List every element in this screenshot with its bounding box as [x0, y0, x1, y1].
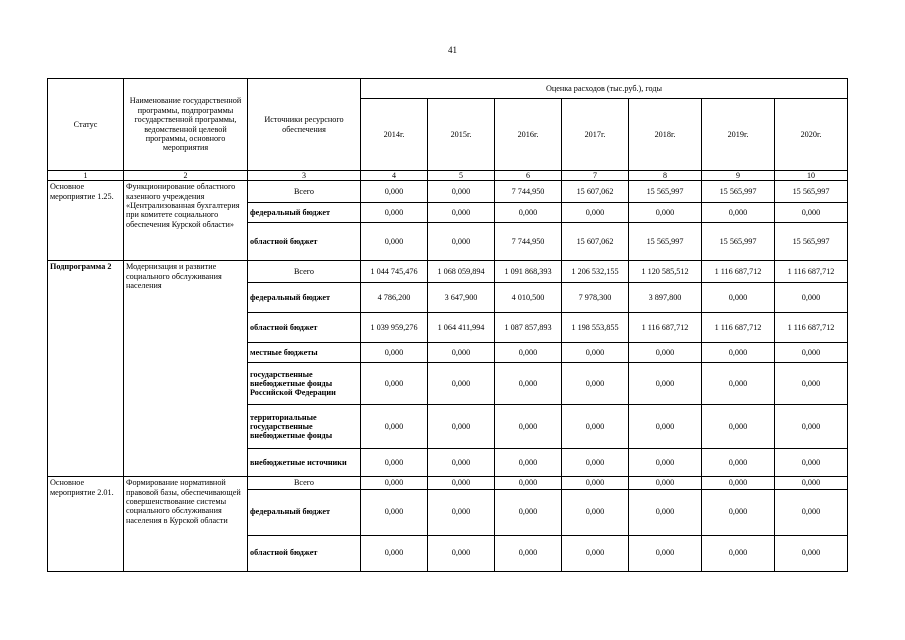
source-cell: областной бюджет [248, 223, 361, 261]
value-cell: 0,000 [495, 449, 562, 477]
value-cell: 0,000 [562, 203, 629, 223]
value-cell: 3 897,800 [629, 283, 702, 313]
value-cell: 0,000 [562, 363, 629, 405]
value-cell: 0,000 [629, 363, 702, 405]
year-header: 2017г. [562, 99, 629, 171]
column-index: 7 [562, 171, 629, 181]
value-cell: 0,000 [629, 477, 702, 489]
value-cell: 0,000 [361, 477, 428, 489]
source-cell: местные бюджеты [248, 343, 361, 363]
value-cell: 0,000 [629, 343, 702, 363]
value-cell: 1 039 959,276 [361, 313, 428, 343]
value-cell: 0,000 [702, 343, 775, 363]
value-cell: 1 087 857,893 [495, 313, 562, 343]
value-cell: 0,000 [775, 283, 848, 313]
value-cell: 0,000 [702, 405, 775, 449]
value-cell: 3 647,900 [428, 283, 495, 313]
table-row [48, 181, 848, 203]
value-cell: 0,000 [702, 203, 775, 223]
value-cell: 1 198 553,855 [562, 313, 629, 343]
source-cell: внебюджетные источники [248, 449, 361, 477]
header-name: Наименование государственной программы, подпрограммы государственной программы, ведомственной целевой программы, основного мероприятия [124, 79, 248, 171]
value-cell: 15 607,062 [562, 181, 629, 203]
column-index: 9 [702, 171, 775, 181]
value-cell: 0,000 [361, 363, 428, 405]
column-index: 3 [248, 171, 361, 181]
value-cell: 0,000 [775, 363, 848, 405]
status-cell: Основное мероприятие 2.01. [48, 477, 124, 571]
value-cell: 0,000 [495, 477, 562, 489]
value-cell: 0,000 [428, 343, 495, 363]
year-header: 2016г. [495, 99, 562, 171]
value-cell: 0,000 [361, 343, 428, 363]
value-cell: 0,000 [775, 489, 848, 535]
value-cell: 0,000 [495, 343, 562, 363]
value-cell: 0,000 [702, 489, 775, 535]
value-cell: 0,000 [495, 535, 562, 571]
table-row [48, 261, 848, 283]
year-header: 2014г. [361, 99, 428, 171]
value-cell: 4 786,200 [361, 283, 428, 313]
value-cell: 15 565,997 [629, 223, 702, 261]
value-cell: 7 978,300 [562, 283, 629, 313]
column-index-row [48, 171, 848, 181]
value-cell: 0,000 [428, 405, 495, 449]
header-sources: Источники ресурсного обеспечения [248, 79, 361, 171]
expenditure-table [47, 78, 848, 572]
value-cell: 0,000 [495, 405, 562, 449]
year-header: 2018г. [629, 99, 702, 171]
year-header: 2019г. [702, 99, 775, 171]
value-cell: 0,000 [562, 489, 629, 535]
source-cell: Всего [248, 261, 361, 283]
value-cell: 0,000 [428, 449, 495, 477]
column-index: 8 [629, 171, 702, 181]
value-cell: 1 116 687,712 [702, 313, 775, 343]
source-cell: Всего [248, 181, 361, 203]
value-cell: 0,000 [428, 223, 495, 261]
page-number: 41 [448, 45, 457, 55]
table-row [48, 477, 848, 489]
value-cell: 0,000 [428, 535, 495, 571]
value-cell: 1 116 687,712 [775, 261, 848, 283]
value-cell: 0,000 [702, 477, 775, 489]
value-cell: 0,000 [775, 535, 848, 571]
value-cell: 15 565,997 [775, 181, 848, 203]
value-cell: 1 091 868,393 [495, 261, 562, 283]
value-cell: 15 607,062 [562, 223, 629, 261]
value-cell: 0,000 [702, 363, 775, 405]
value-cell: 0,000 [361, 405, 428, 449]
value-cell: 0,000 [361, 203, 428, 223]
column-index: 2 [124, 171, 248, 181]
value-cell: 0,000 [702, 449, 775, 477]
value-cell: 15 565,997 [629, 181, 702, 203]
value-cell: 0,000 [702, 283, 775, 313]
source-cell: федеральный бюджет [248, 283, 361, 313]
value-cell: 0,000 [495, 489, 562, 535]
program-name-cell: Формирование нормативной правовой базы, обеспечивающей совершенствование системы социального обслуживания населения в Курской области [124, 477, 248, 571]
value-cell: 0,000 [562, 405, 629, 449]
value-cell: 1 064 411,994 [428, 313, 495, 343]
program-name-cell: Функционирование областного казенного учреждения «Централизованная бухгалтерия при комитете социального обеспечения Курской области» [124, 181, 248, 261]
value-cell: 0,000 [495, 203, 562, 223]
value-cell: 1 116 687,712 [775, 313, 848, 343]
column-index: 5 [428, 171, 495, 181]
source-cell: областной бюджет [248, 535, 361, 571]
year-header: 2015г. [428, 99, 495, 171]
source-cell: областной бюджет [248, 313, 361, 343]
value-cell: 1 068 059,894 [428, 261, 495, 283]
value-cell: 1 044 745,476 [361, 261, 428, 283]
source-cell: территориальные государственные внебюджетные фонды [248, 405, 361, 449]
value-cell: 0,000 [775, 343, 848, 363]
value-cell: 0,000 [775, 449, 848, 477]
value-cell: 0,000 [775, 203, 848, 223]
value-cell: 0,000 [361, 535, 428, 571]
value-cell: 0,000 [428, 477, 495, 489]
source-cell: государственные внебюджетные фонды Российской Федерации [248, 363, 361, 405]
value-cell: 0,000 [562, 343, 629, 363]
value-cell: 0,000 [428, 363, 495, 405]
value-cell: 0,000 [562, 449, 629, 477]
value-cell: 7 744,950 [495, 223, 562, 261]
value-cell: 0,000 [562, 535, 629, 571]
value-cell: 0,000 [428, 203, 495, 223]
value-cell: 1 120 585,512 [629, 261, 702, 283]
year-header: 2020г. [775, 99, 848, 171]
value-cell: 15 565,997 [702, 181, 775, 203]
value-cell: 0,000 [361, 181, 428, 203]
value-cell: 0,000 [775, 405, 848, 449]
value-cell: 0,000 [361, 223, 428, 261]
value-cell: 0,000 [495, 363, 562, 405]
value-cell: 0,000 [361, 449, 428, 477]
value-cell: 0,000 [428, 489, 495, 535]
value-cell: 0,000 [562, 477, 629, 489]
source-cell: Всего [248, 477, 361, 489]
value-cell: 7 744,950 [495, 181, 562, 203]
program-name-cell: Модернизация и развитие социального обслуживания населения [124, 261, 248, 477]
value-cell: 0,000 [629, 489, 702, 535]
value-cell: 4 010,500 [495, 283, 562, 313]
value-cell: 0,000 [775, 477, 848, 489]
status-cell: Подпрограмма 2 [48, 261, 124, 477]
value-cell: 15 565,997 [775, 223, 848, 261]
status-cell: Основное мероприятие 1.25. [48, 181, 124, 261]
value-cell: 0,000 [629, 203, 702, 223]
source-cell: федеральный бюджет [248, 203, 361, 223]
value-cell: 0,000 [361, 489, 428, 535]
value-cell: 0,000 [702, 535, 775, 571]
value-cell: 0,000 [629, 405, 702, 449]
column-index: 4 [361, 171, 428, 181]
column-index: 1 [48, 171, 124, 181]
value-cell: 0,000 [629, 535, 702, 571]
header-estimate: Оценка расходов (тыс.руб.), годы [361, 79, 848, 99]
column-index: 6 [495, 171, 562, 181]
value-cell: 0,000 [428, 181, 495, 203]
value-cell: 0,000 [629, 449, 702, 477]
source-cell: федеральный бюджет [248, 489, 361, 535]
header-status: Статус [48, 79, 124, 171]
value-cell: 15 565,997 [702, 223, 775, 261]
value-cell: 1 116 687,712 [702, 261, 775, 283]
value-cell: 1 206 532,155 [562, 261, 629, 283]
column-index: 10 [775, 171, 848, 181]
value-cell: 1 116 687,712 [629, 313, 702, 343]
